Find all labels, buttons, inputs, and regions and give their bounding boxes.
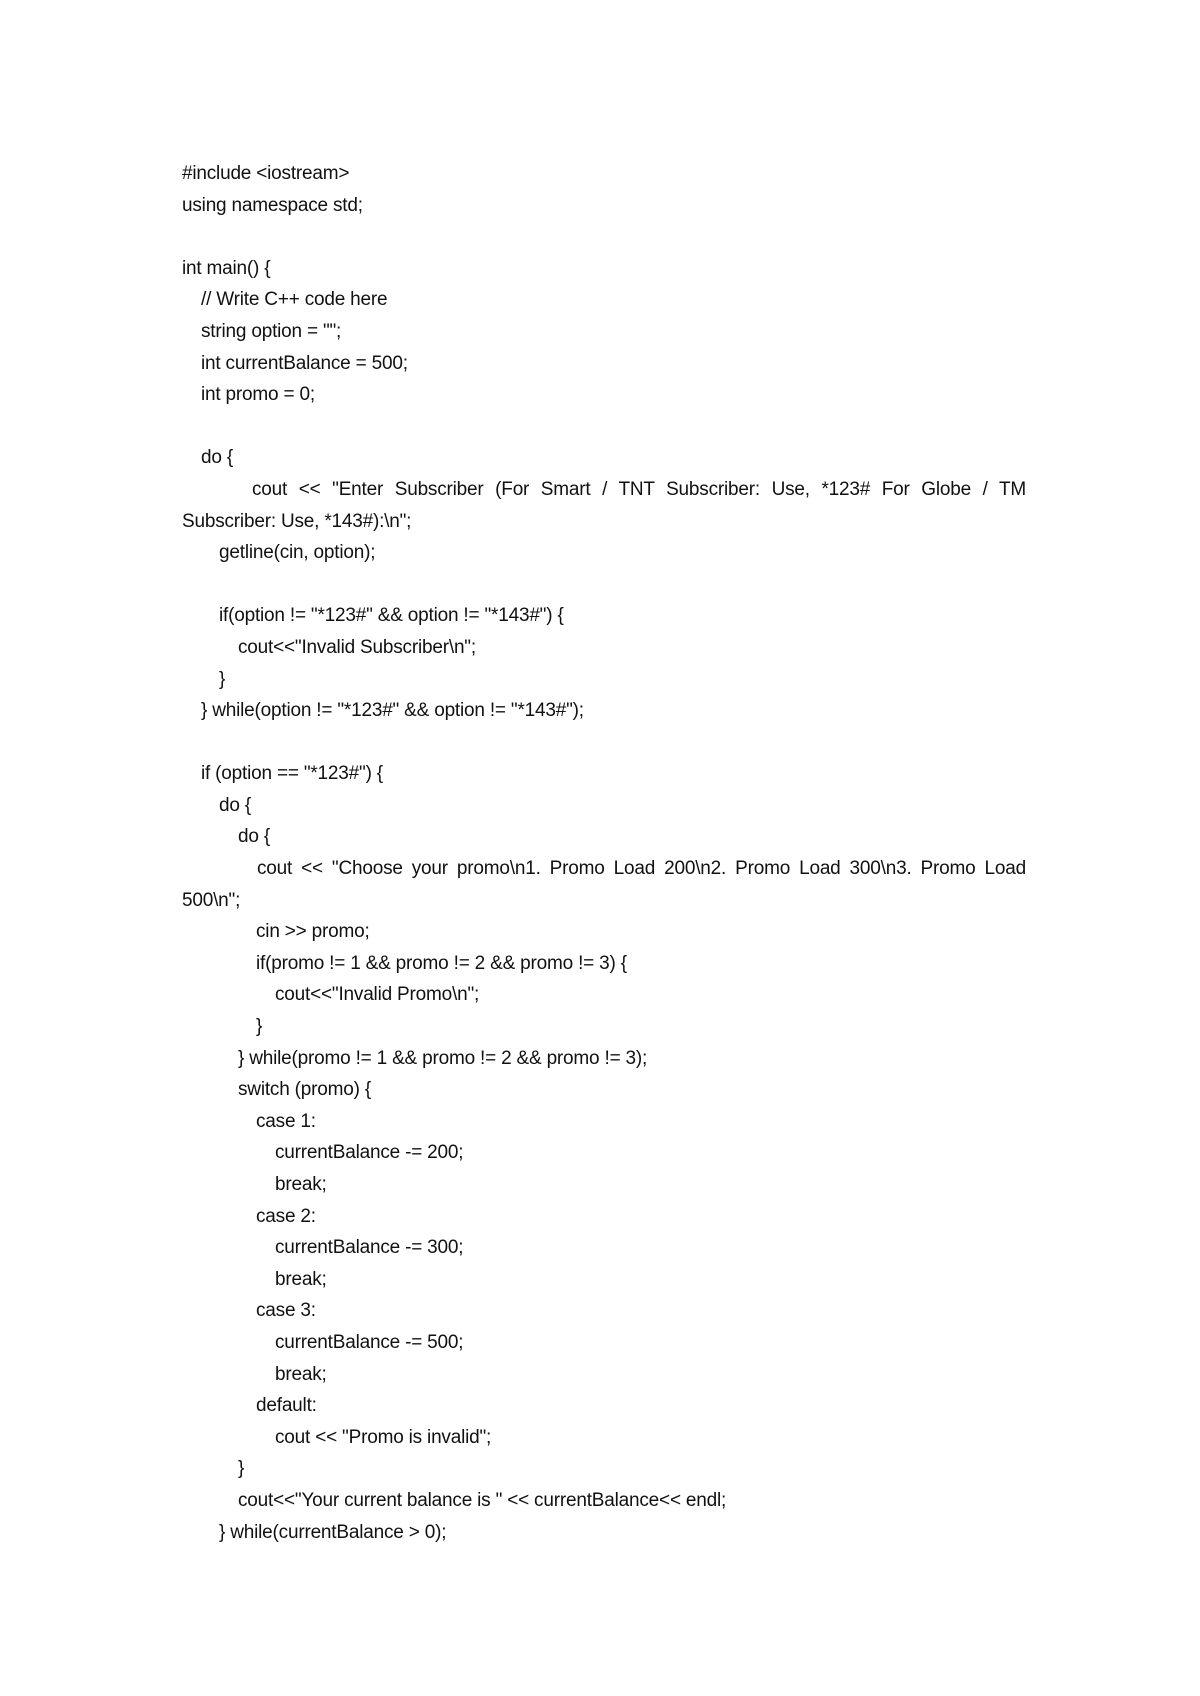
code-line: // Write C++ code here — [201, 289, 388, 311]
code-line: int currentBalance = 500; — [201, 352, 408, 374]
code-line: cout<<"Invalid Promo\n"; — [275, 984, 480, 1006]
code-line: currentBalance -= 300; — [275, 1237, 464, 1259]
code-line: cout << "Enter Subscriber (For Smart / TNT Subscriber: Use, *123# For Globe / TM — [252, 478, 1026, 500]
code-line: break; — [275, 1174, 327, 1195]
code-listing — [182, 158, 1026, 1548]
code-line: currentBalance -= 500; — [275, 1331, 464, 1353]
code-line: default: — [256, 1395, 317, 1417]
code-line: getline(cin, option); — [219, 542, 376, 564]
blank-line — [182, 569, 1026, 601]
code-line: case 1: — [256, 1110, 316, 1132]
code-line: cout << "Promo is invalid"; — [275, 1426, 492, 1448]
code-line: if(option != "*123#" && option != "*143#") { — [219, 605, 564, 627]
code-line: do { — [201, 447, 233, 469]
code-line: if (option == "*123#") { — [201, 763, 383, 785]
code-line: cin >> promo; — [256, 921, 370, 943]
code-line: } while(currentBalance > 0); — [219, 1521, 447, 1543]
code-line: switch (promo) { — [238, 1079, 372, 1101]
code-line: cout<<"Your current balance is " << currentBalance<< endl; — [238, 1489, 727, 1511]
blank-line — [182, 727, 1026, 759]
code-line: } — [238, 1458, 245, 1480]
code-line: #include <iostream> — [182, 163, 350, 184]
code-line: cout << "Choose your promo\n1. Promo Load 200\n2. Promo Load 300\n3. Promo Load — [257, 858, 1026, 880]
code-line: int promo = 0; — [201, 384, 315, 406]
code-line: case 2: — [256, 1205, 316, 1227]
code-line: } while(option != "*123#" && option != "*143#"); — [201, 700, 584, 722]
code-line: do { — [238, 826, 270, 848]
code-line: } while(promo != 1 && promo != 2 && promo != 3); — [238, 1047, 648, 1069]
code-line: currentBalance -= 200; — [275, 1142, 464, 1164]
code-line: Subscriber: Use, *143#):\n"; — [182, 510, 412, 532]
code-line: break; — [275, 1268, 327, 1290]
blank-line — [182, 221, 1026, 253]
code-line: case 3: — [256, 1300, 316, 1322]
code-line: break; — [275, 1363, 327, 1385]
code-line: string option = ""; — [201, 320, 342, 342]
code-line: } — [256, 1016, 263, 1038]
code-line: cout<<"Invalid Subscriber\n"; — [238, 636, 476, 658]
code-line: using namespace std; — [182, 194, 363, 216]
code-line: } — [219, 668, 226, 690]
code-line: 500\n"; — [182, 889, 241, 911]
blank-line — [182, 411, 1026, 443]
code-line: do { — [219, 794, 251, 816]
code-line: if(promo != 1 && promo != 2 && promo != 3) { — [256, 952, 627, 974]
code-line: int main() { — [182, 257, 271, 279]
